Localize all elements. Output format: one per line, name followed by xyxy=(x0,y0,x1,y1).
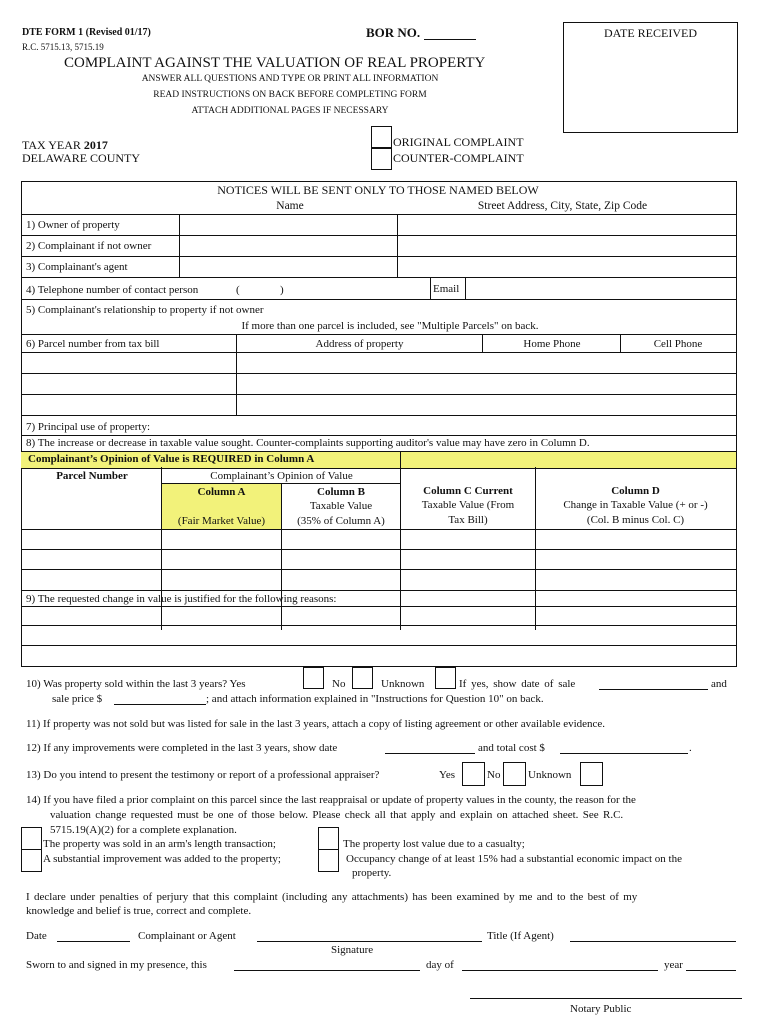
rc-reference: R.C. 5715.13, 5715.19 xyxy=(22,42,104,52)
notary-label: Notary Public xyxy=(570,1003,632,1015)
value-parcel-field-1[interactable] xyxy=(22,530,161,548)
column-a-sub: (Fair Market Value) xyxy=(177,515,266,527)
tax-year-value: 2017 xyxy=(83,138,108,152)
increase-decrease-label: 8) The increase or decrease in taxable value sought. Counter-complaints supporting auditor's value may have zero in Column D. xyxy=(26,437,590,449)
column-c-field-3[interactable] xyxy=(401,570,535,589)
owner-address-field[interactable] xyxy=(398,215,734,234)
column-a-field-1[interactable] xyxy=(162,530,281,548)
col-name-header: Name xyxy=(276,200,304,212)
column-d-field-2[interactable] xyxy=(536,550,734,568)
column-d-header: Column D xyxy=(611,485,660,497)
county: DELAWARE COUNTY xyxy=(22,151,141,165)
property-address-field-2[interactable] xyxy=(237,374,734,393)
sworn-year-field[interactable] xyxy=(686,970,736,971)
q14-line1: 14) If you have filed a prior complaint on this parcel since the last reappraisal or update of property values in the county, the reason for the xyxy=(26,794,636,806)
column-b-sub2: (35% of Column A) xyxy=(297,515,385,527)
relationship-label: 5) Complainant's relationship to property if not owner xyxy=(26,304,264,316)
counter-complaint-label: COUNTER-COMPLAINT xyxy=(393,151,524,165)
q10-price-field[interactable] xyxy=(114,704,206,705)
q12-cost-label: and total cost $ xyxy=(478,742,545,754)
q13-yes-label: Yes xyxy=(439,769,456,781)
column-a-header: Column A xyxy=(197,486,246,498)
multiple-parcels-note: If more than one parcel is included, see "Multiple Parcels" on back. xyxy=(241,320,539,332)
q14-sold-label: The property was sold in an arm's length transaction; xyxy=(43,838,276,850)
parcel-number-field-2[interactable] xyxy=(22,374,235,393)
telephone-label: 4) Telephone number of contact person xyxy=(26,284,199,296)
column-b-field-2[interactable] xyxy=(282,550,400,568)
q10-yes-checkbox[interactable] xyxy=(303,667,324,689)
parcel-number-field-1[interactable] xyxy=(22,353,235,372)
column-c-header: Column C Current xyxy=(423,485,513,497)
form-title: COMPLAINT AGAINST THE VALUATION OF REAL PROPERTY xyxy=(64,55,486,71)
parcel-number-col-header: Parcel Number xyxy=(56,470,128,482)
parcel-number-header: 6) Parcel number from tax bill xyxy=(26,338,160,350)
q13-text: 13) Do you intend to present the testimony or report of a professional appraiser? xyxy=(26,769,380,781)
q10-text: 10) Was property sold within the last 3 years? Yes xyxy=(26,678,246,690)
principal-use-label: 7) Principal use of property: xyxy=(26,421,151,433)
q14-line2: valuation change requested must be one of those below. Please check all that apply and explain on attached sheet. See R.C. xyxy=(50,809,624,821)
sworn-label: Sworn to and signed in my presence, this xyxy=(26,959,207,971)
owner-name-field[interactable] xyxy=(180,215,396,234)
q12-period: . xyxy=(689,742,692,754)
property-address-field-3[interactable] xyxy=(237,395,734,414)
parcel-number-field-3[interactable] xyxy=(22,395,235,414)
date-received-label: DATE RECEIVED xyxy=(604,26,697,40)
sworn-day-field[interactable] xyxy=(234,970,420,971)
q10-no-checkbox[interactable] xyxy=(352,667,373,689)
day-of-label: day of xyxy=(426,959,454,971)
q12-date-field[interactable] xyxy=(385,753,475,754)
q14-occupancy-checkbox[interactable] xyxy=(318,849,339,872)
q14-casualty-label: The property lost value due to a casualty; xyxy=(343,838,525,850)
opinion-of-value-header: Complainant’s Opinion of Value xyxy=(210,470,353,482)
declaration-line1: I declare under penalties of perjury that this complaint (including any attachments) has been examined by me and to the best of my xyxy=(26,891,638,903)
telephone-field[interactable] xyxy=(244,281,278,297)
counter-complaint-checkbox[interactable] xyxy=(371,148,392,170)
notary-signature-field[interactable] xyxy=(470,998,742,999)
q10-date-field[interactable] xyxy=(599,689,708,690)
q14-occupancy-label: Occupancy change of at least 15% had a substantial economic impact on the xyxy=(346,853,682,865)
opinion-required-banner xyxy=(21,451,736,469)
q13-yes-checkbox[interactable] xyxy=(462,762,485,786)
q13-unknown-label: Unknown xyxy=(528,769,572,781)
column-b-field-3[interactable] xyxy=(282,570,400,589)
q13-unknown-checkbox[interactable] xyxy=(580,762,603,786)
column-c-field-2[interactable] xyxy=(401,550,535,568)
column-d-sub1: Change in Taxable Value (+ or -) xyxy=(563,499,708,511)
q13-no-checkbox[interactable] xyxy=(503,762,526,786)
email-label: Email xyxy=(433,283,460,295)
column-b-sub1: Taxable Value xyxy=(309,500,373,512)
declaration-date-field[interactable] xyxy=(57,941,130,942)
q14-occupancy-label-2: property. xyxy=(352,867,392,879)
home-phone-header: Home Phone xyxy=(523,338,581,350)
date-received-box[interactable] xyxy=(563,22,738,133)
instruction-1: ANSWER ALL QUESTIONS AND TYPE OR PRINT ALL INFORMATION xyxy=(141,74,439,84)
column-c-field-1[interactable] xyxy=(401,530,535,548)
agent-row-label: 3) Complainant's agent xyxy=(26,261,128,273)
value-parcel-field-2[interactable] xyxy=(22,550,161,568)
email-field[interactable] xyxy=(466,278,734,298)
agent-name-field[interactable] xyxy=(180,257,396,276)
form-id: DTE FORM 1 (Revised 01/17) xyxy=(22,27,151,38)
q12-cost-field[interactable] xyxy=(560,753,688,754)
year-label: year xyxy=(664,959,683,971)
column-d-field-3[interactable] xyxy=(536,570,734,589)
reasons-label: 9) The requested change in value is justified for the following reasons: xyxy=(26,593,337,605)
complainant-agent-label: Complainant or Agent xyxy=(138,930,236,942)
date-label: Date xyxy=(26,930,47,942)
complainant-address-field[interactable] xyxy=(398,236,734,255)
q11-text: 11) If property was not sold but was listed for sale in the last 3 years, attach a copy of listing agreement or other available evidence. xyxy=(26,718,606,730)
original-complaint-label: ORIGINAL COMPLAINT xyxy=(393,135,524,149)
property-address-field-1[interactable] xyxy=(237,353,734,372)
instruction-2: READ INSTRUCTIONS ON BACK BEFORE COMPLETING FORM xyxy=(153,90,427,100)
reasons-field-1[interactable] xyxy=(22,607,734,624)
col-address-header: Street Address, City, State, Zip Code xyxy=(477,200,648,212)
q14-improvement-label: A substantial improvement was added to the property; xyxy=(43,853,281,865)
q10-no-label: No xyxy=(332,678,346,690)
original-complaint-checkbox[interactable] xyxy=(371,126,392,148)
sworn-month-field[interactable] xyxy=(462,970,658,971)
bor-number-field[interactable] xyxy=(424,39,476,40)
cell-phone-header: Cell Phone xyxy=(653,338,703,350)
q14-improvement-checkbox[interactable] xyxy=(21,849,42,872)
column-a-field-2[interactable] xyxy=(162,550,281,568)
column-c-sub1: Taxable Value (From xyxy=(421,499,515,511)
column-c-sub2: Tax Bill) xyxy=(448,514,488,526)
complainant-row-label: 2) Complainant if not owner xyxy=(26,240,152,252)
column-d-sub2: (Col. B minus Col. C) xyxy=(586,514,685,526)
q10-attach-text: ; and attach information explained in "Instructions for Question 10" on back. xyxy=(206,693,544,705)
agent-address-field[interactable] xyxy=(398,257,734,276)
title-agent-label: Title (If Agent) xyxy=(487,930,554,942)
q14-casualty-checkbox[interactable] xyxy=(318,827,339,850)
notices-heading: NOTICES WILL BE SENT ONLY TO THOSE NAMED BELOW xyxy=(217,183,539,197)
q14-line3: 5715.19(A)(2) for a complete explanation. xyxy=(50,824,237,836)
opinion-required-text: Complainant’s Opinion of Value is REQUIRED in Column A xyxy=(28,453,315,465)
signature-field[interactable] xyxy=(257,941,482,942)
signature-label: Signature xyxy=(331,944,374,956)
q10-price-label: sale price $ xyxy=(52,693,103,705)
q14-sold-checkbox[interactable] xyxy=(21,827,42,850)
q12-text: 12) If any improvements were completed in the last 3 years, show date xyxy=(26,742,338,754)
column-b-header: Column B xyxy=(317,486,365,498)
q13-no-label: No xyxy=(487,769,501,781)
q10-and: and xyxy=(711,678,727,690)
owner-row-label: 1) Owner of property xyxy=(26,219,120,231)
column-a-field-3[interactable] xyxy=(162,570,281,589)
property-address-header: Address of property xyxy=(315,338,404,350)
bor-label: BOR NO. xyxy=(366,25,421,40)
column-d-field-1[interactable] xyxy=(536,530,734,548)
instruction-3: ATTACH ADDITIONAL PAGES IF NECESSARY xyxy=(191,106,389,116)
value-parcel-field-3[interactable] xyxy=(22,570,161,589)
q10-date-label: If yes, show date of sale xyxy=(459,678,576,690)
declaration-line2: knowledge and belief is true, correct and complete. xyxy=(26,905,252,917)
q10-unknown-checkbox[interactable] xyxy=(435,667,456,689)
agent-title-field[interactable] xyxy=(570,941,736,942)
q10-unknown-label: Unknown xyxy=(381,678,425,690)
reasons-field-2[interactable] xyxy=(22,626,734,644)
tel-paren-open: ( xyxy=(236,284,240,296)
tax-year-label: TAX YEAR xyxy=(22,138,81,152)
column-b-field-1[interactable] xyxy=(282,530,400,548)
reasons-field-3[interactable] xyxy=(22,646,734,664)
complainant-name-field[interactable] xyxy=(180,236,396,255)
tel-paren-close: ) xyxy=(280,284,284,296)
